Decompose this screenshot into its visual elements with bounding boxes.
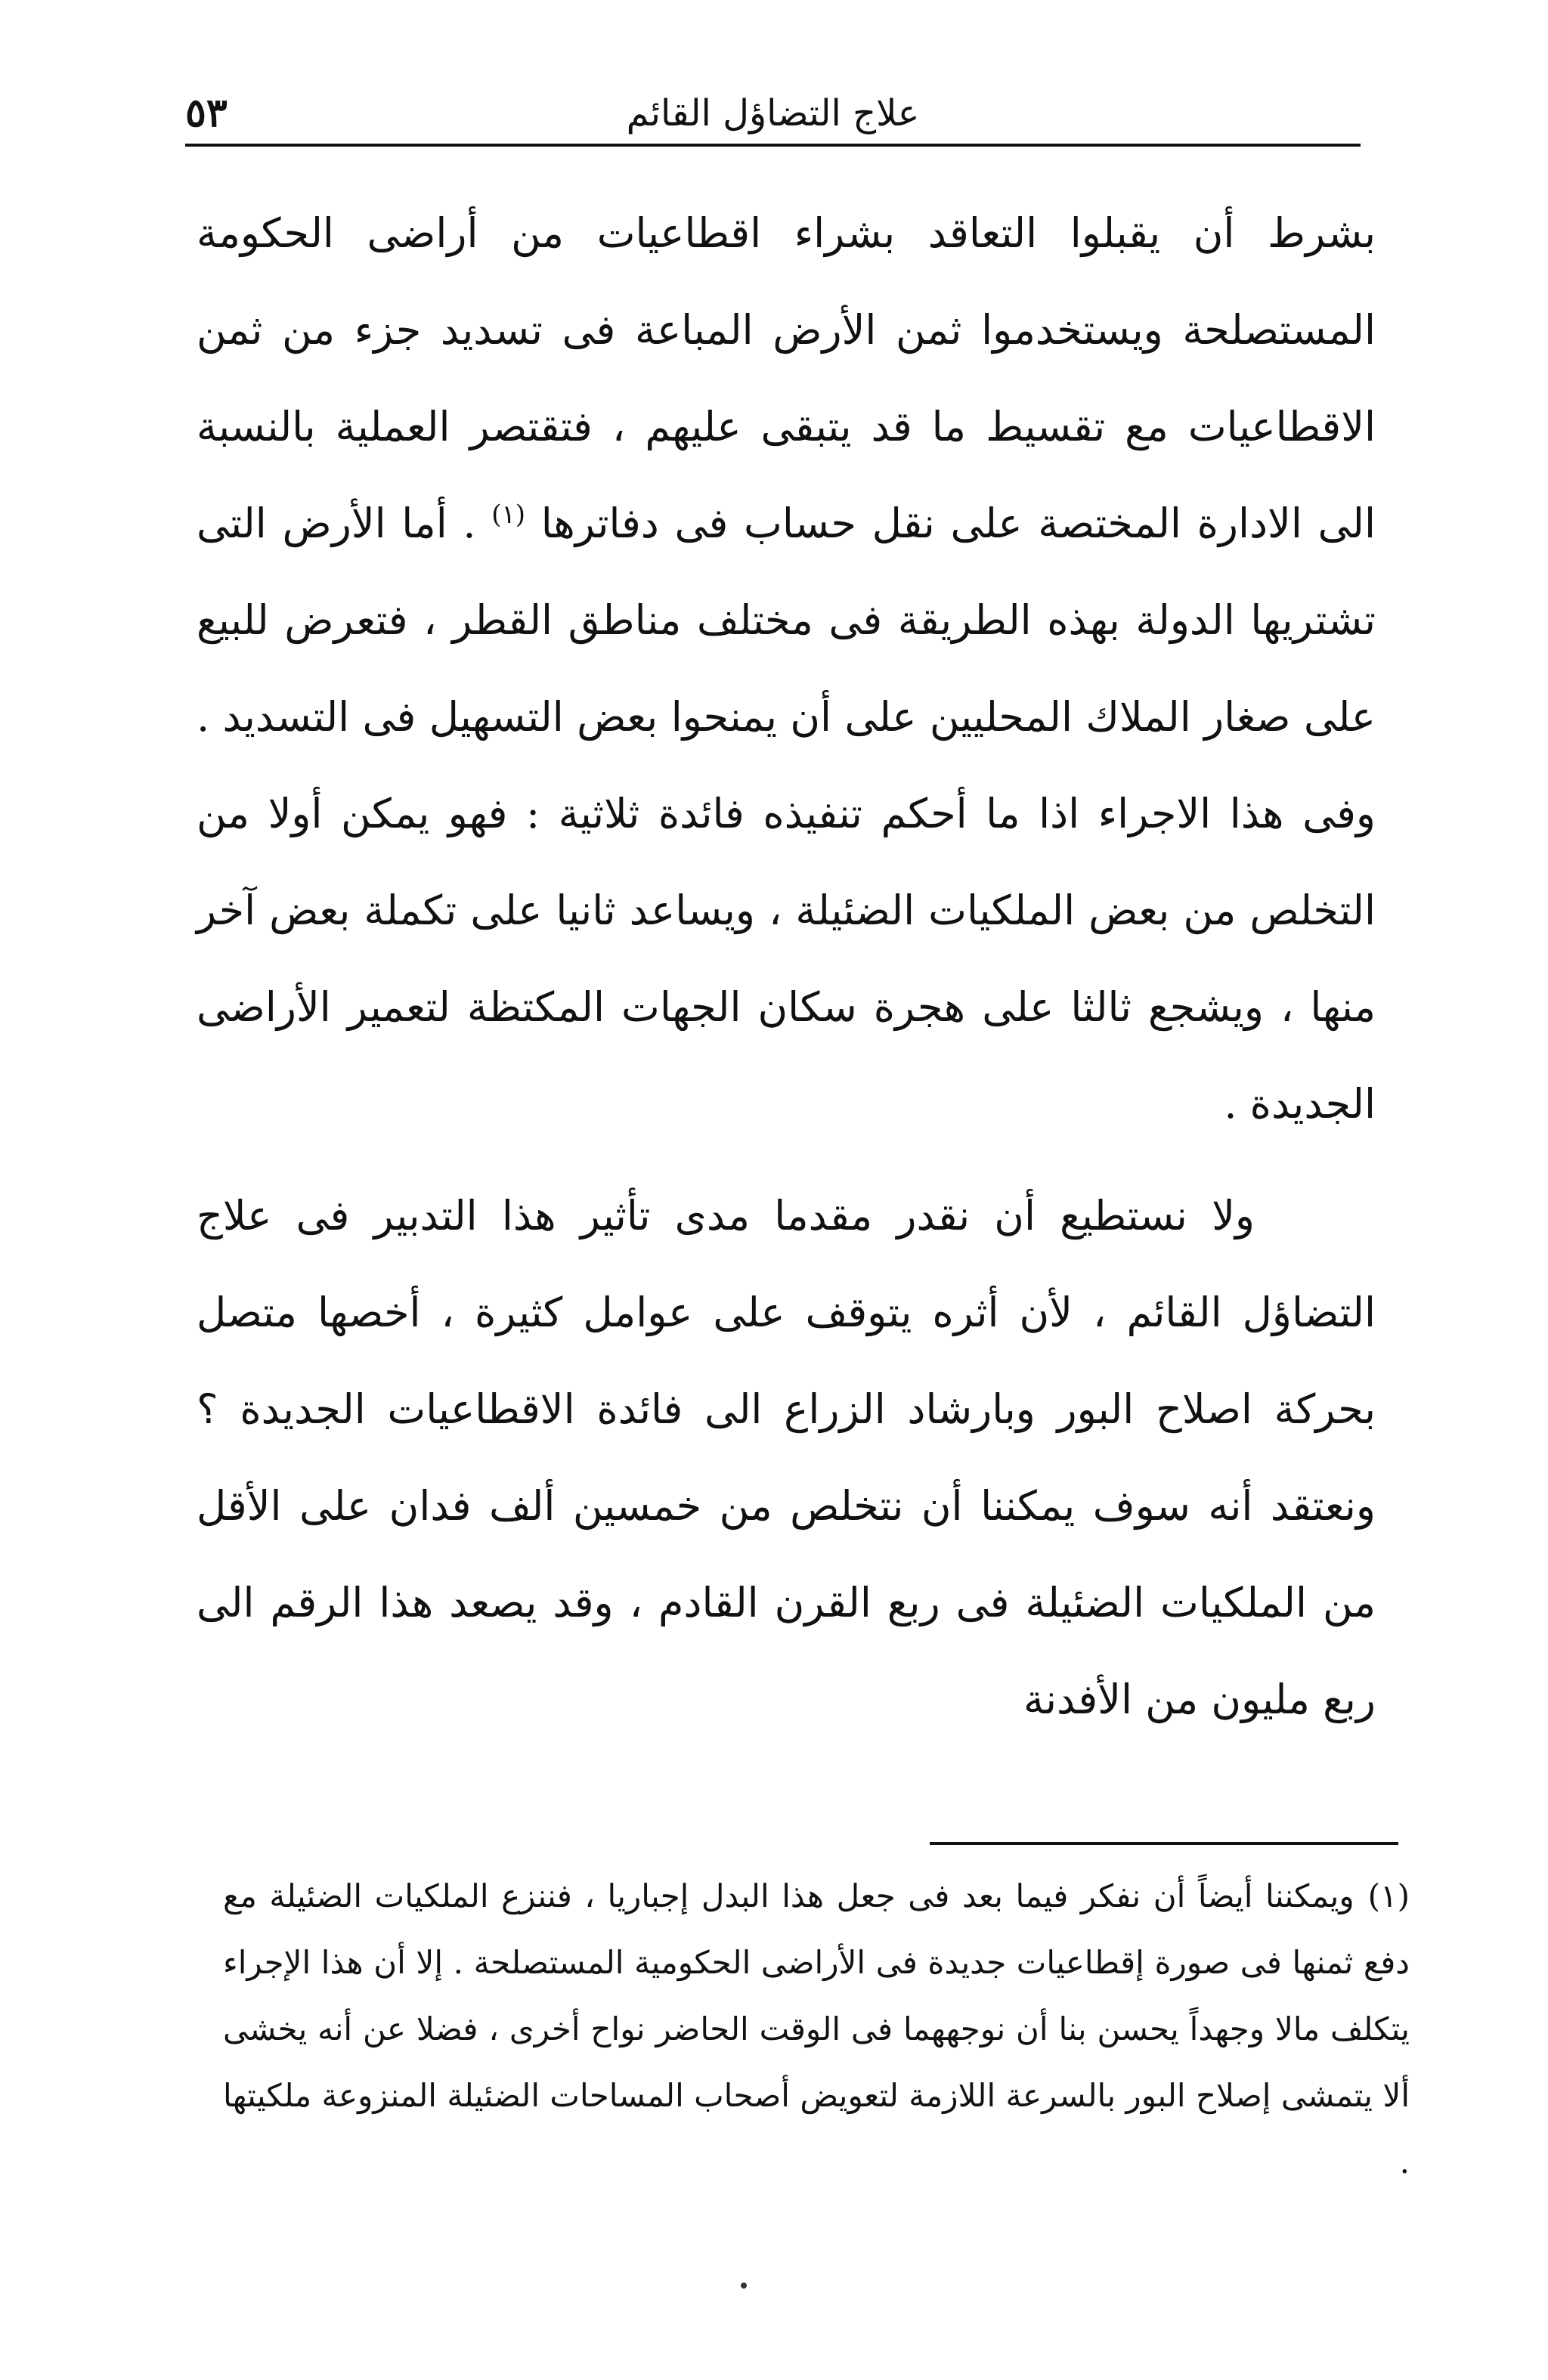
footnote-rule (930, 1842, 1398, 1845)
running-title: علاج التضاؤل القائم (626, 92, 920, 135)
footnote (223, 1863, 1410, 2196)
page-number: ٥٣ (185, 90, 228, 136)
bottom-speck (741, 2283, 747, 2289)
paragraph-1-text-before-ref: بشرط أن يقبلوا التعاقد بشراء اقطاعيات من أراضى الحكومة المستصلحة ويستخدموا ثمن الأرض المباعة فى تسديد جزء من ثمن الاقطاعيات مع تقسيط ما قد يتبقى عليهم ، فتقتصر العملية بالنسبة الى الادارة المختصة على نقل حساب فى دفاترها (197, 209, 1376, 547)
body-text (197, 185, 1376, 1748)
footnote-marker: (١) (1367, 1877, 1410, 1914)
footnote-text: ويمكننا أيضاً أن نفكر فيما بعد فى جعل هذا البدل إجباريا ، فننزع الملكيات الضئيلة مع دفع ثمنها فى صورة إقطاعيات جديدة فى الأراضى الحكومية المستصلحة . إلا أن هذا الإجراء يتكلف مالا وجهداً يحسن بنا أن نوجههما فى الوقت الحاضر نواح أخرى ، فضلا عن أنه يخشى ألا يتمشى إصلاح البور بالسرعة اللازمة لتعويض أصحاب المساحات الضئيلة المنزوعة ملكيتها . (223, 1877, 1410, 2180)
paragraph-1 (197, 185, 1376, 1153)
footnote-reference: (١) (491, 500, 526, 530)
header-rule (185, 144, 1361, 147)
paragraph-2: ولا نستطيع أن نقدر مقدما مدى تأثير هذا التدبير فى علاج التضاؤل القائم ، لأن أثره يتوقف على عوامل كثيرة ، أخصها متصل بحركة اصلاح البور وبارشاد الزراع الى فائدة الاقطاعيات الجديدة ؟ ونعتقد أنه سوف يمكننا أن نتخلص من خمسين ألف فدان على الأقل من الملكيات الضئيلة فى ربع القرن القادم ، وقد يصعد هذا الرقم الى ربع مليون من الأفدنة (197, 1192, 1376, 1723)
paragraph-1-text-after-ref: . أما الأرض التى تشتريها الدولة بهذه الطريقة فى مختلف مناطق القطر ، فتعرض للبيع على صغار الملاك المحليين على أن يمنحوا بعض التسهيل فى التسديد . وفى هذا الاجراء اذا ما أحكم تنفيذه فائدة ثلاثية : فهو يمكن أولا من التخلص من بعض الملكيات الضئيلة ، ويساعد ثانيا على تكملة بعض آخر منها ، ويشجع ثالثا على هجرة سكان الجهات المكتظة لتعمير الأراضى الجديدة . (197, 500, 1376, 1128)
page-header (185, 83, 1361, 151)
